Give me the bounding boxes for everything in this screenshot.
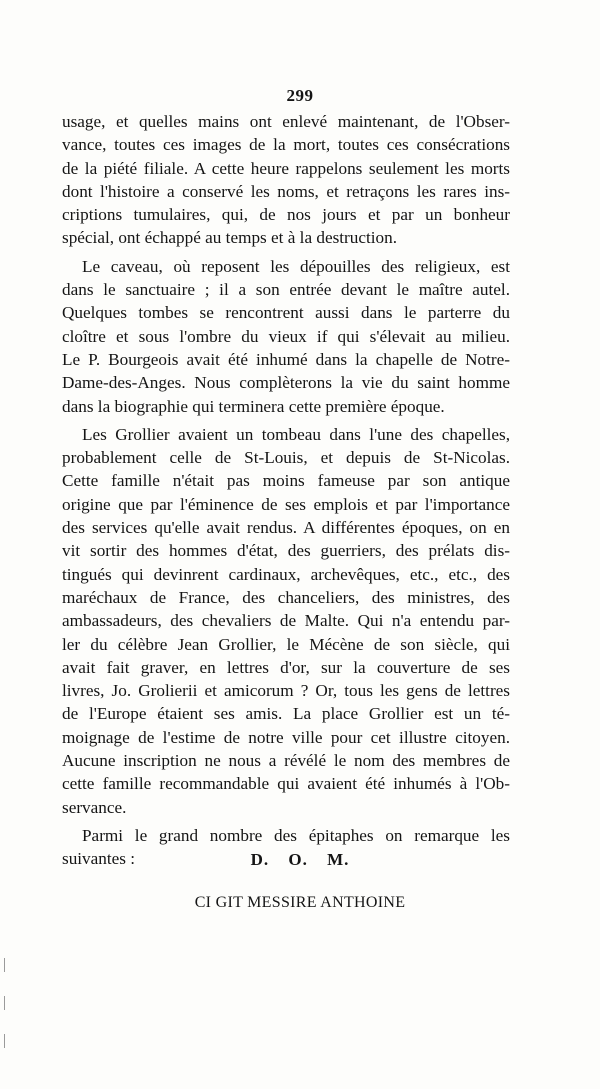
inscription-dom: D. O. M. [250, 850, 350, 869]
text-line: Les Grollier avaient un tombeau dans l'une des chapelles, [82, 424, 510, 444]
text-line: Quelques tombes se rencontrent aussi dans le parterre du [62, 303, 510, 323]
text-line: cloître et sous l'ombre du vieux if qui s'élevait au milieu. [62, 326, 510, 346]
text-line: Le P. Bourgeois avait été inhumé dans la chapelle de Notre- [62, 349, 510, 369]
paragraph [62, 110, 510, 250]
text-line: vance, toutes ces images de la mort, toutes ces consécrations [62, 135, 510, 155]
text-line: tingués qui devinrent cardinaux, archevêques, etc., etc., des [62, 564, 510, 584]
text-line: Aucune inscription ne nous a révélé le nom des membres de [62, 751, 510, 771]
text-line: vit sortir des hommes d'état, des guerriers, des prélats dis- [62, 541, 510, 561]
text-line: de l'Europe étaient ses amis. La place Grollier est un té- [62, 704, 510, 724]
text-line: Cette famille n'était pas moins fameuse par son antique [62, 471, 510, 491]
scan-margin-mark [4, 1034, 5, 1048]
text-line: suivantes : [62, 849, 136, 869]
body-text [62, 110, 510, 871]
scan-margin-mark [4, 996, 5, 1010]
text-line: criptions tumulaires, qui, de nos jours et par un bonheur [62, 205, 510, 225]
text-line: Le caveau, où reposent les dépouilles des religieux, est [82, 256, 510, 276]
text-line: ambassadeurs, des chevaliers de Malte. Qui n'a entendu par- [62, 611, 510, 631]
text-line: origine que par l'éminence de ses emplois et par l'importance [62, 494, 510, 514]
text-line: livres, Jo. Grolierii et amicorum ? Or, tous les gens de lettres [62, 681, 510, 701]
text-line: maréchaux de France, des chanceliers, des ministres, des [62, 587, 510, 607]
text-line: moignage de l'estime de notre ville pour cet illustre citoyen. [62, 727, 510, 747]
paragraph [62, 423, 510, 819]
text-line: des services qu'elle avait rendus. A différentes époques, on en [62, 518, 510, 538]
text-line: avait fait graver, en lettres d'or, sur la couverture de ses [62, 657, 510, 677]
text-line: cette famille recommandable qui avaient été inhumés à l'Ob- [62, 774, 510, 794]
text-line: servance. [62, 797, 127, 817]
text-line: ler du célèbre Jean Grollier, le Mécène de son siècle, qui [62, 634, 510, 654]
inscription-name: CI GIT MESSIRE ANTHOINE [194, 894, 406, 911]
text-line: spécial, ont échappé au temps et à la destruction. [62, 228, 398, 248]
paragraph [62, 255, 510, 418]
text-line: dans la biographie qui terminera cette première époque. [62, 396, 445, 416]
scan-margin-mark [4, 958, 5, 972]
text-line: Parmi le grand nombre des épitaphes on remarque les [82, 825, 510, 845]
page-number: 299 [286, 86, 314, 105]
text-line: dont l'histoire a conservé les noms, et retraçons les rares ins- [62, 181, 510, 201]
text-line: de la piété filiale. A cette heure rappelons seulement les morts [62, 158, 510, 178]
text-line: probablement celle de St-Louis, et depuis de St-Nicolas. [62, 448, 510, 468]
text-line: usage, et quelles mains ont enlevé maintenant, de l'Obser- [62, 112, 510, 131]
text-line: Dame-des-Anges. Nous complèterons la vie du saint homme [62, 373, 510, 393]
text-line: dans le sanctuaire ; il a son entrée devant le maître autel. [62, 280, 510, 300]
